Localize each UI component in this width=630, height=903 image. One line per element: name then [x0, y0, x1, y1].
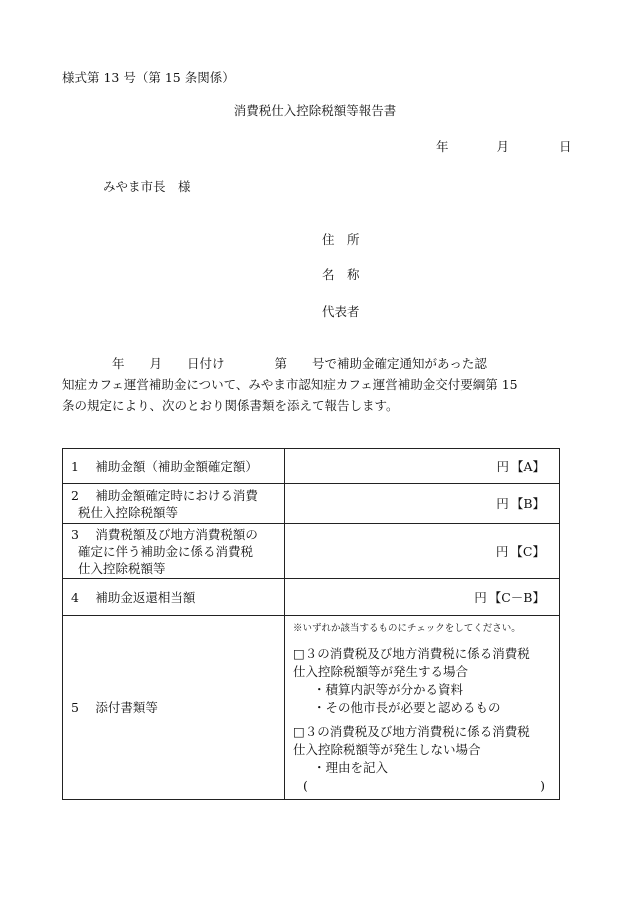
yen-unit: 円 [496, 496, 509, 511]
date-year: 年 [436, 139, 449, 154]
amount-tag: 【B】 [510, 496, 545, 511]
paren-open: ( [303, 778, 308, 793]
option-exists-text: 仕入控除税額等が発生する場合 [293, 664, 469, 679]
paren-close: ) [540, 778, 545, 793]
amount-tag: 【A】 [510, 458, 545, 474]
row-label: 4 補助金返還相当額 [63, 579, 285, 616]
yen-unit: 円 [474, 589, 487, 605]
amount-tag: 【C】 [510, 543, 545, 559]
addressee: みやま市長 様 [103, 179, 191, 194]
date-day: 日 [559, 139, 572, 154]
yen-unit: 円 [495, 543, 509, 559]
table-row [63, 449, 560, 484]
sender-representative-label: 代表者 [322, 304, 360, 319]
body-line: 年 月 日付け 第 号で補助金確定通知があった認 [62, 356, 487, 371]
row-label: 2 補助金額確定時における消費 税仕入控除税額等 [63, 484, 285, 524]
row-label: 3 消費税額及び地方消費税額の 確定に伴う補助金に係る消費税 仕入控除税額等 [63, 524, 285, 579]
body-paragraph [62, 353, 562, 416]
table-row [63, 579, 560, 616]
row-label: 1 補助金額（補助金額確定額） [63, 449, 285, 484]
yen-unit: 円 [496, 458, 509, 474]
report-table [62, 448, 560, 800]
option-exists-checkbox[interactable]: □３の消費税及び地方消費税に係る消費税 [293, 646, 530, 661]
row-label: 5 添付書類等 [63, 616, 285, 800]
amount-tag: 【C－B】 [488, 589, 545, 605]
option-none-item: ・理由を記入 [313, 760, 389, 775]
document-title: 消費税仕入控除税額等報告書 [233, 103, 397, 118]
table-row [63, 484, 560, 524]
date-line [436, 137, 572, 155]
amount-cell[interactable] [285, 484, 560, 524]
table-row-attachments [63, 616, 560, 800]
attachments-cell [285, 616, 560, 800]
body-line: 条の規定により、次のとおり関係書類を添えて報告します。 [62, 398, 399, 413]
attachment-note: ※いずれか該当するものにチェックをしてください。 [293, 623, 521, 634]
date-month: 月 [496, 139, 510, 154]
sender-name-label: 名 称 [322, 267, 360, 282]
amount-cell[interactable] [285, 579, 560, 616]
option-exists-item: ・積算内訳等が分かる資料 [313, 682, 464, 697]
body-line: 知症カフェ運営補助金について、みやま市認知症カフェ運営補助金交付要綱第 15 [62, 377, 518, 392]
form-number: 様式第 13 号（第 15 条関係） [62, 70, 235, 85]
amount-cell[interactable] [285, 449, 560, 484]
reason-input-field[interactable] [293, 777, 551, 795]
sender-address-label: 住 所 [322, 232, 360, 247]
option-exists-item: ・その他市長が必要と認めるもの [313, 700, 501, 715]
amount-cell[interactable] [285, 524, 560, 579]
option-none-checkbox[interactable]: □３の消費税及び地方消費税に係る消費税 [293, 724, 530, 739]
option-none-text: 仕入控除税額等が発生しない場合 [293, 742, 481, 757]
table-row [63, 524, 560, 579]
